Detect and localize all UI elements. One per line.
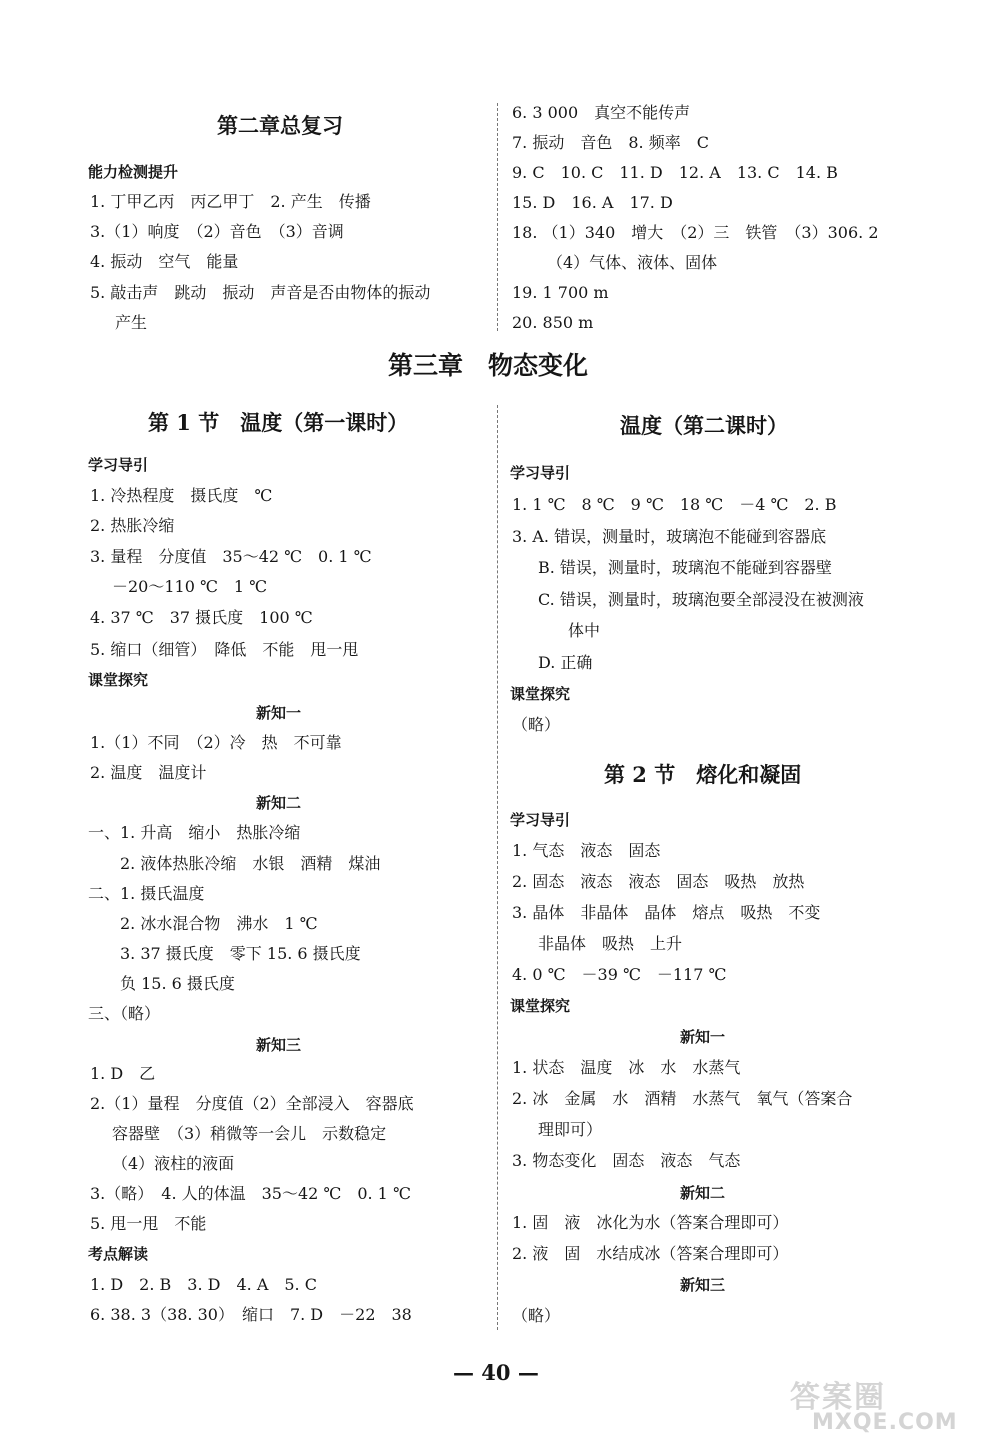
page-number: — 40 —	[453, 1360, 539, 1385]
answer-line: 3. 物态变化 固态 液态 气态	[512, 1151, 741, 1170]
explore-label: 课堂探究	[510, 685, 571, 703]
answer-line: 1. D 2. B 3. D 4. A 5. C	[90, 1275, 317, 1294]
answer-line: 3. A. 错误，测量时，玻璃泡不能碰到容器底	[512, 527, 827, 546]
guide-label: 学习导引	[88, 456, 149, 474]
section-title: 温度（第二课时）	[620, 413, 788, 438]
review-answer-line: （4）气体、液体、固体	[547, 253, 718, 272]
section-title: 第 1 节 温度（第一课时）	[148, 410, 409, 435]
answer-line: 1. 状态 温度 冰 水 水蒸气	[512, 1058, 741, 1077]
answer-line: 三、（略）	[88, 1004, 161, 1023]
answer-line: 1. 气态 液态 固态	[512, 841, 661, 860]
guide-label: 学习导引	[510, 811, 571, 829]
answer-line: 3. 量程 分度值 35～42 ℃ 0. 1 ℃	[90, 547, 372, 566]
column-divider	[497, 405, 498, 1330]
answer-line: 1. 固 液 冰化为水（答案合理即可）	[512, 1213, 789, 1232]
review-section-label: 能力检测提升	[88, 163, 179, 181]
answer-line: 5. 甩一甩 不能	[90, 1214, 207, 1233]
subsection-label: 新知二	[256, 794, 302, 812]
chapter-title: 第三章 物态变化	[388, 351, 589, 380]
explore-label: 课堂探究	[88, 671, 149, 689]
answer-line: B. 错误，测量时，玻璃泡不能碰到容器壁	[538, 558, 832, 577]
subsection-label: 新知一	[680, 1028, 726, 1046]
explore-label: 课堂探究	[510, 997, 571, 1015]
review-title: 第二章总复习	[217, 113, 343, 138]
answer-line: （略）	[512, 715, 561, 734]
answer-line: 2. 冰 金属 水 酒精 水蒸气 氧气（答案合	[512, 1089, 853, 1108]
review-answer-line: 9. C 10. C 11. D 12. A 13. C 14. B	[512, 163, 838, 182]
answer-line: C. 错误，测量时，玻璃泡要全部浸没在被测液	[538, 590, 864, 609]
guide-label: 学习导引	[510, 464, 571, 482]
subsection-label: 新知一	[256, 704, 302, 722]
answer-line: 2. 液 固 水结成冰（答案合理即可）	[512, 1244, 789, 1263]
answer-line: 6. 38. 3（38. 30） 缩口 7. D －22 38	[90, 1305, 412, 1324]
review-answer-line: 4. 振动 空气 能量	[90, 252, 239, 271]
review-answer-line: 18. （1）340 增大 （2）三 铁管 （3）306. 2	[512, 223, 879, 242]
keypoints-label: 考点解读	[88, 1245, 149, 1263]
answer-line: （4）液柱的液面	[112, 1154, 235, 1173]
answer-line: 2. 液体热胀冷缩 水银 酒精 煤油	[120, 854, 381, 873]
answer-line: 4. 0 ℃ －39 ℃ －117 ℃	[512, 965, 727, 984]
subsection-label: 新知三	[680, 1276, 726, 1294]
answer-line: D. 正确	[538, 653, 593, 672]
answer-line: 理即可）	[538, 1120, 603, 1139]
review-answer-line: 7. 振动 音色 8. 频率 C	[512, 133, 709, 152]
answer-line: 体中	[568, 621, 601, 640]
answer-line: 2. 温度 温度计	[90, 763, 207, 782]
answer-line: 2. 热胀冷缩	[90, 516, 175, 535]
answer-line: 3. 37 摄氏度 零下 15. 6 摄氏度	[120, 944, 361, 963]
review-answer-line: 15. D 16. A 17. D	[512, 193, 673, 212]
answer-line: 1. 1 ℃ 8 ℃ 9 ℃ 18 ℃ －4 ℃ 2. B	[512, 495, 837, 514]
review-answer-line: 1. 丁甲乙丙 丙乙甲丁 2. 产生 传播	[90, 192, 371, 211]
answer-line: 3. 晶体 非晶体 晶体 熔点 吸热 不变	[512, 903, 821, 922]
answer-line: 容器壁 （3）稍微等一会儿 示数稳定	[112, 1124, 387, 1143]
watermark-url: MXQE.COM	[812, 1410, 958, 1435]
review-answer-line: 5. 敲击声 跳动 振动 声音是否由物体的振动	[90, 283, 431, 302]
answer-line: 2.（1）量程 分度值（2）全部浸入 容器底	[90, 1094, 414, 1113]
answer-line: 负 15. 6 摄氏度	[120, 974, 235, 993]
review-answer-line: 产生	[115, 313, 148, 332]
section-title: 第 2 节 熔化和凝固	[604, 762, 802, 787]
answer-line: 3.（略） 4. 人的体温 35～42 ℃ 0. 1 ℃	[90, 1184, 411, 1203]
answer-line: 1.（1）不同 （2）冷 热 不可靠	[90, 733, 342, 752]
answer-line: 一、1. 升高 缩小 热胀冷缩	[88, 823, 301, 842]
answer-line: 5. 缩口（细管） 降低 不能 甩一甩	[90, 640, 359, 659]
answer-line: 2. 固态 液态 液态 固态 吸热 放热	[512, 872, 805, 891]
answer-line: 1. 冷热程度 摄氏度 ℃	[90, 486, 273, 505]
answer-line: －20～110 ℃ 1 ℃	[112, 577, 268, 596]
watermark-logo: 答案圈	[790, 1380, 886, 1415]
subsection-label: 新知三	[256, 1036, 302, 1054]
answer-line: 非晶体 吸热 上升	[538, 934, 683, 953]
review-answer-line: 20. 850 m	[512, 313, 594, 332]
column-divider	[497, 103, 498, 331]
answer-line: 4. 37 ℃ 37 摄氏度 100 ℃	[90, 608, 313, 627]
review-answer-line: 19. 1 700 m	[512, 283, 609, 302]
answer-line: 1. D 乙	[90, 1064, 156, 1083]
answer-line: 二、1. 摄氏温度	[88, 884, 205, 903]
review-answer-line: 6. 3 000 真空不能传声	[512, 103, 691, 122]
answer-line: 2. 冰水混合物 沸水 1 ℃	[120, 914, 318, 933]
answer-line: （略）	[512, 1306, 561, 1325]
review-answer-line: 3.（1）响度 （2）音色 （3）音调	[90, 222, 344, 241]
subsection-label: 新知二	[680, 1184, 726, 1202]
